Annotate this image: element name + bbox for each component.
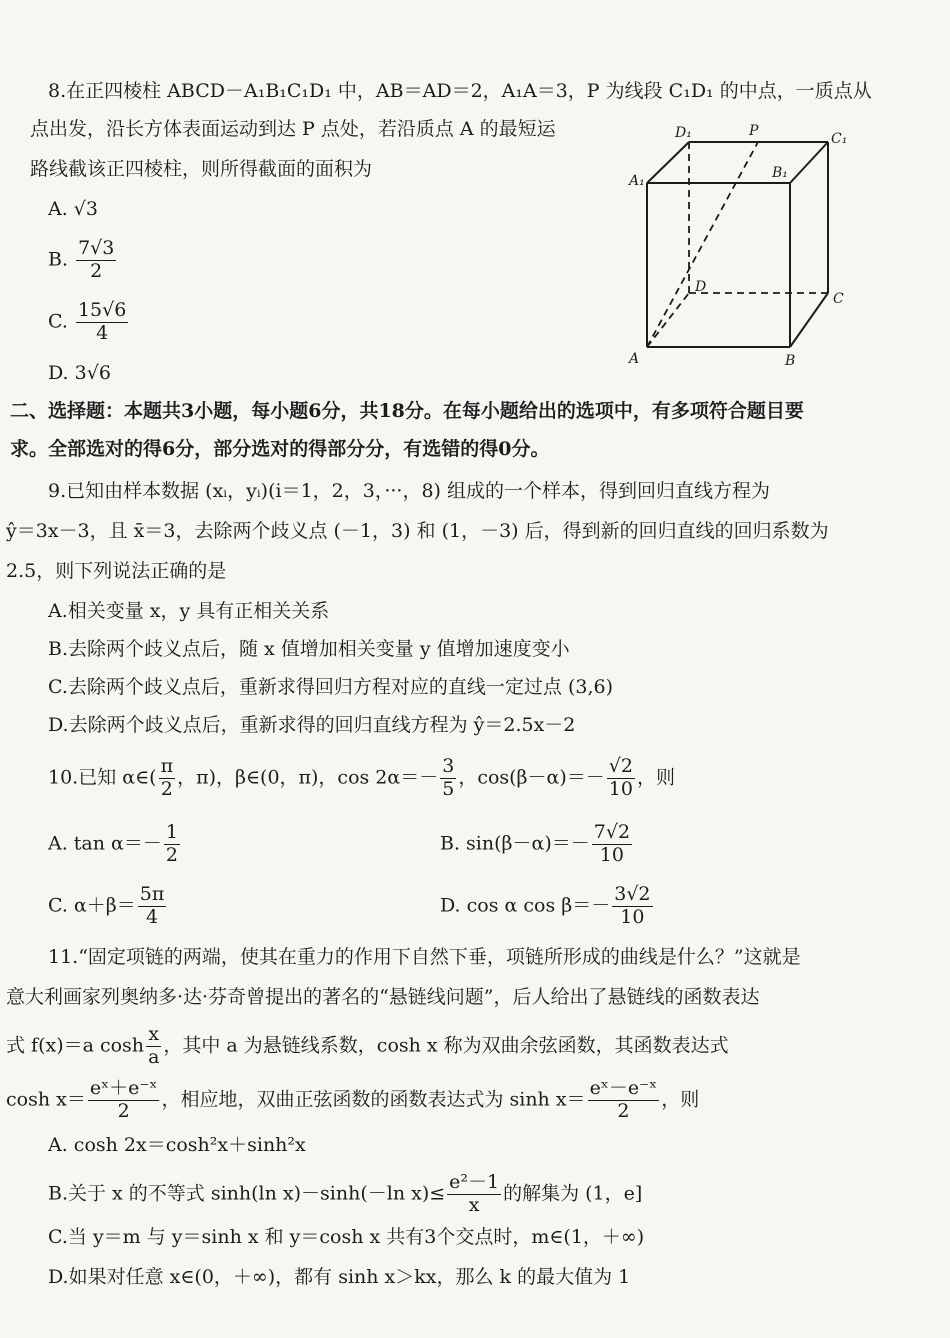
q8-option-d: D. 3√6 [48, 362, 111, 384]
q11-option-d: D.如果对任意 x∈(0，＋∞)，都有 sinh x＞kx，那么 k 的最大值为 1 [48, 1266, 631, 1288]
label-c: C [833, 291, 844, 307]
q11-option-a: A. cosh 2x＝cosh²x＋sinh²x [48, 1134, 306, 1156]
label-p: P [749, 123, 759, 139]
q10-option-b: B. sin(β－α)＝－ $\frac{7√2}{10}$ [440, 821, 631, 866]
q11-line-4: cosh x＝ $\frac{\text{eˣ＋e⁻ˣ}}{2}$ ，相应地，双曲正弦函数的函数表达式为 sinh x＝ $\frac{\text{eˣ－e⁻ˣ}}{2}$ ，则 [6, 1077, 700, 1122]
q9-option-b: B.去除两个歧义点后，随 x 值增加相关变量 y 值增加速度变小 [48, 638, 570, 660]
edge-a1-d1 [647, 142, 689, 183]
q11-line-2: 意大利画家列奥纳多·达·芬奇曾提出的著名的“悬链线问题”，后人给出了悬链线的函数表达 [6, 986, 760, 1008]
q8-option-c-fraction: $\frac{15√6}{4}$ [77, 299, 127, 344]
label-b1: B₁ [772, 165, 788, 181]
q9-line-1: 9.已知由样本数据 (xᵢ，yᵢ)(i＝1，2，3，···，8) 组成的一个样本，得到回归直线方程为 [48, 480, 771, 502]
q8-line-2: 点出发，沿长方体表面运动到达 P 点处，若沿质点 A 的最短运 [30, 118, 556, 140]
q9-option-a: A.相关变量 x，y 具有正相关关系 [48, 600, 330, 622]
q11-option-c: C.当 y＝m 与 y＝sinh x 和 y＝cosh x 共有3个交点时，m∈(1，＋∞) [48, 1226, 645, 1248]
q8-option-b: B. $\frac{7√3}{2}$ [48, 237, 115, 282]
q8-option-c: C. $\frac{15√6}{4}$ [48, 299, 127, 344]
label-c1: C₁ [831, 131, 848, 147]
q9-option-d: D.去除两个歧义点后，重新求得的回归直线方程为 ŷ＝2.5x－2 [48, 714, 576, 736]
q9-line-2: ŷ＝3x－3，且 x̄＝3，去除两个歧义点 (－1，3) 和 (1，－3) 后，得到新的回归直线的回归系数为 [6, 520, 829, 542]
q10-option-c: C. α＋β＝ $\frac{5\pi}{4}$ [48, 883, 165, 928]
q10-stem: 10.已知 α∈( $\frac{\pi}{2}$ ，π)，β∈(0，π)，cos 2α＝－ $\frac{3}{5}$ ，cos(β－α)＝－ $\frac{√2}{10}$ ，则 [48, 755, 676, 800]
edge-a-d [647, 293, 689, 347]
q8-option-b-fraction: $\frac{7√3}{2}$ [78, 237, 115, 282]
section-2-line-2: 求。全部选对的得6分，部分选对的得部分分，有选错的得0分。 [10, 438, 550, 460]
q8-line-3: 路线截该正四棱柱，则所得截面的面积为 [30, 158, 373, 180]
label-a: A [629, 351, 640, 367]
q8-line-1: 8.在正四棱柱 ABCD－A₁B₁C₁D₁ 中，AB＝AD＝2，A₁A＝3，P 为线段 C₁D₁ 的中点，一质点从 [48, 80, 872, 102]
q9-line-3: 2.5，则下列说法正确的是 [6, 560, 227, 582]
q8-option-a: A. √3 [48, 198, 98, 220]
q11-line-3: 式 f(x)＝a cosh $\frac{x}{a}$ ，其中 a 为悬链线系数，cosh x 称为双曲余弦函数，其函数表达式 [6, 1023, 729, 1068]
label-b: B [785, 353, 796, 369]
edge-b-c [790, 293, 828, 347]
q11-option-b: B.关于 x 的不等式 sinh(ln x)－sinh(－ln x)≤ $\frac{\text{e²－1}}{x}$ 的解集为 (1，e] [48, 1171, 643, 1216]
q11-line-1: 11.“固定项链的两端，使其在重力的作用下自然下垂，项链所形成的曲线是什么？”这就是 [48, 946, 801, 968]
q9-option-c: C.去除两个歧义点后，重新求得回归方程对应的直线一定过点 (3,6) [48, 676, 613, 698]
q10-option-a: A. tan α＝－ $\frac{1}{2}$ [48, 821, 178, 866]
prism-figure [615, 115, 865, 375]
q10-option-d: D. cos α cos β＝－ $\frac{3√2}{10}$ [440, 883, 651, 928]
label-d: D [695, 279, 707, 295]
label-d1: D₁ [675, 125, 692, 141]
label-a1: A₁ [629, 173, 645, 189]
section-2-line-1: 二、选择题：本题共3小题，每小题6分，共18分。在每小题给出的选项中，有多项符合题目要 [10, 400, 804, 422]
edge-b1-c1 [790, 142, 828, 183]
segment-a-p [647, 142, 758, 347]
